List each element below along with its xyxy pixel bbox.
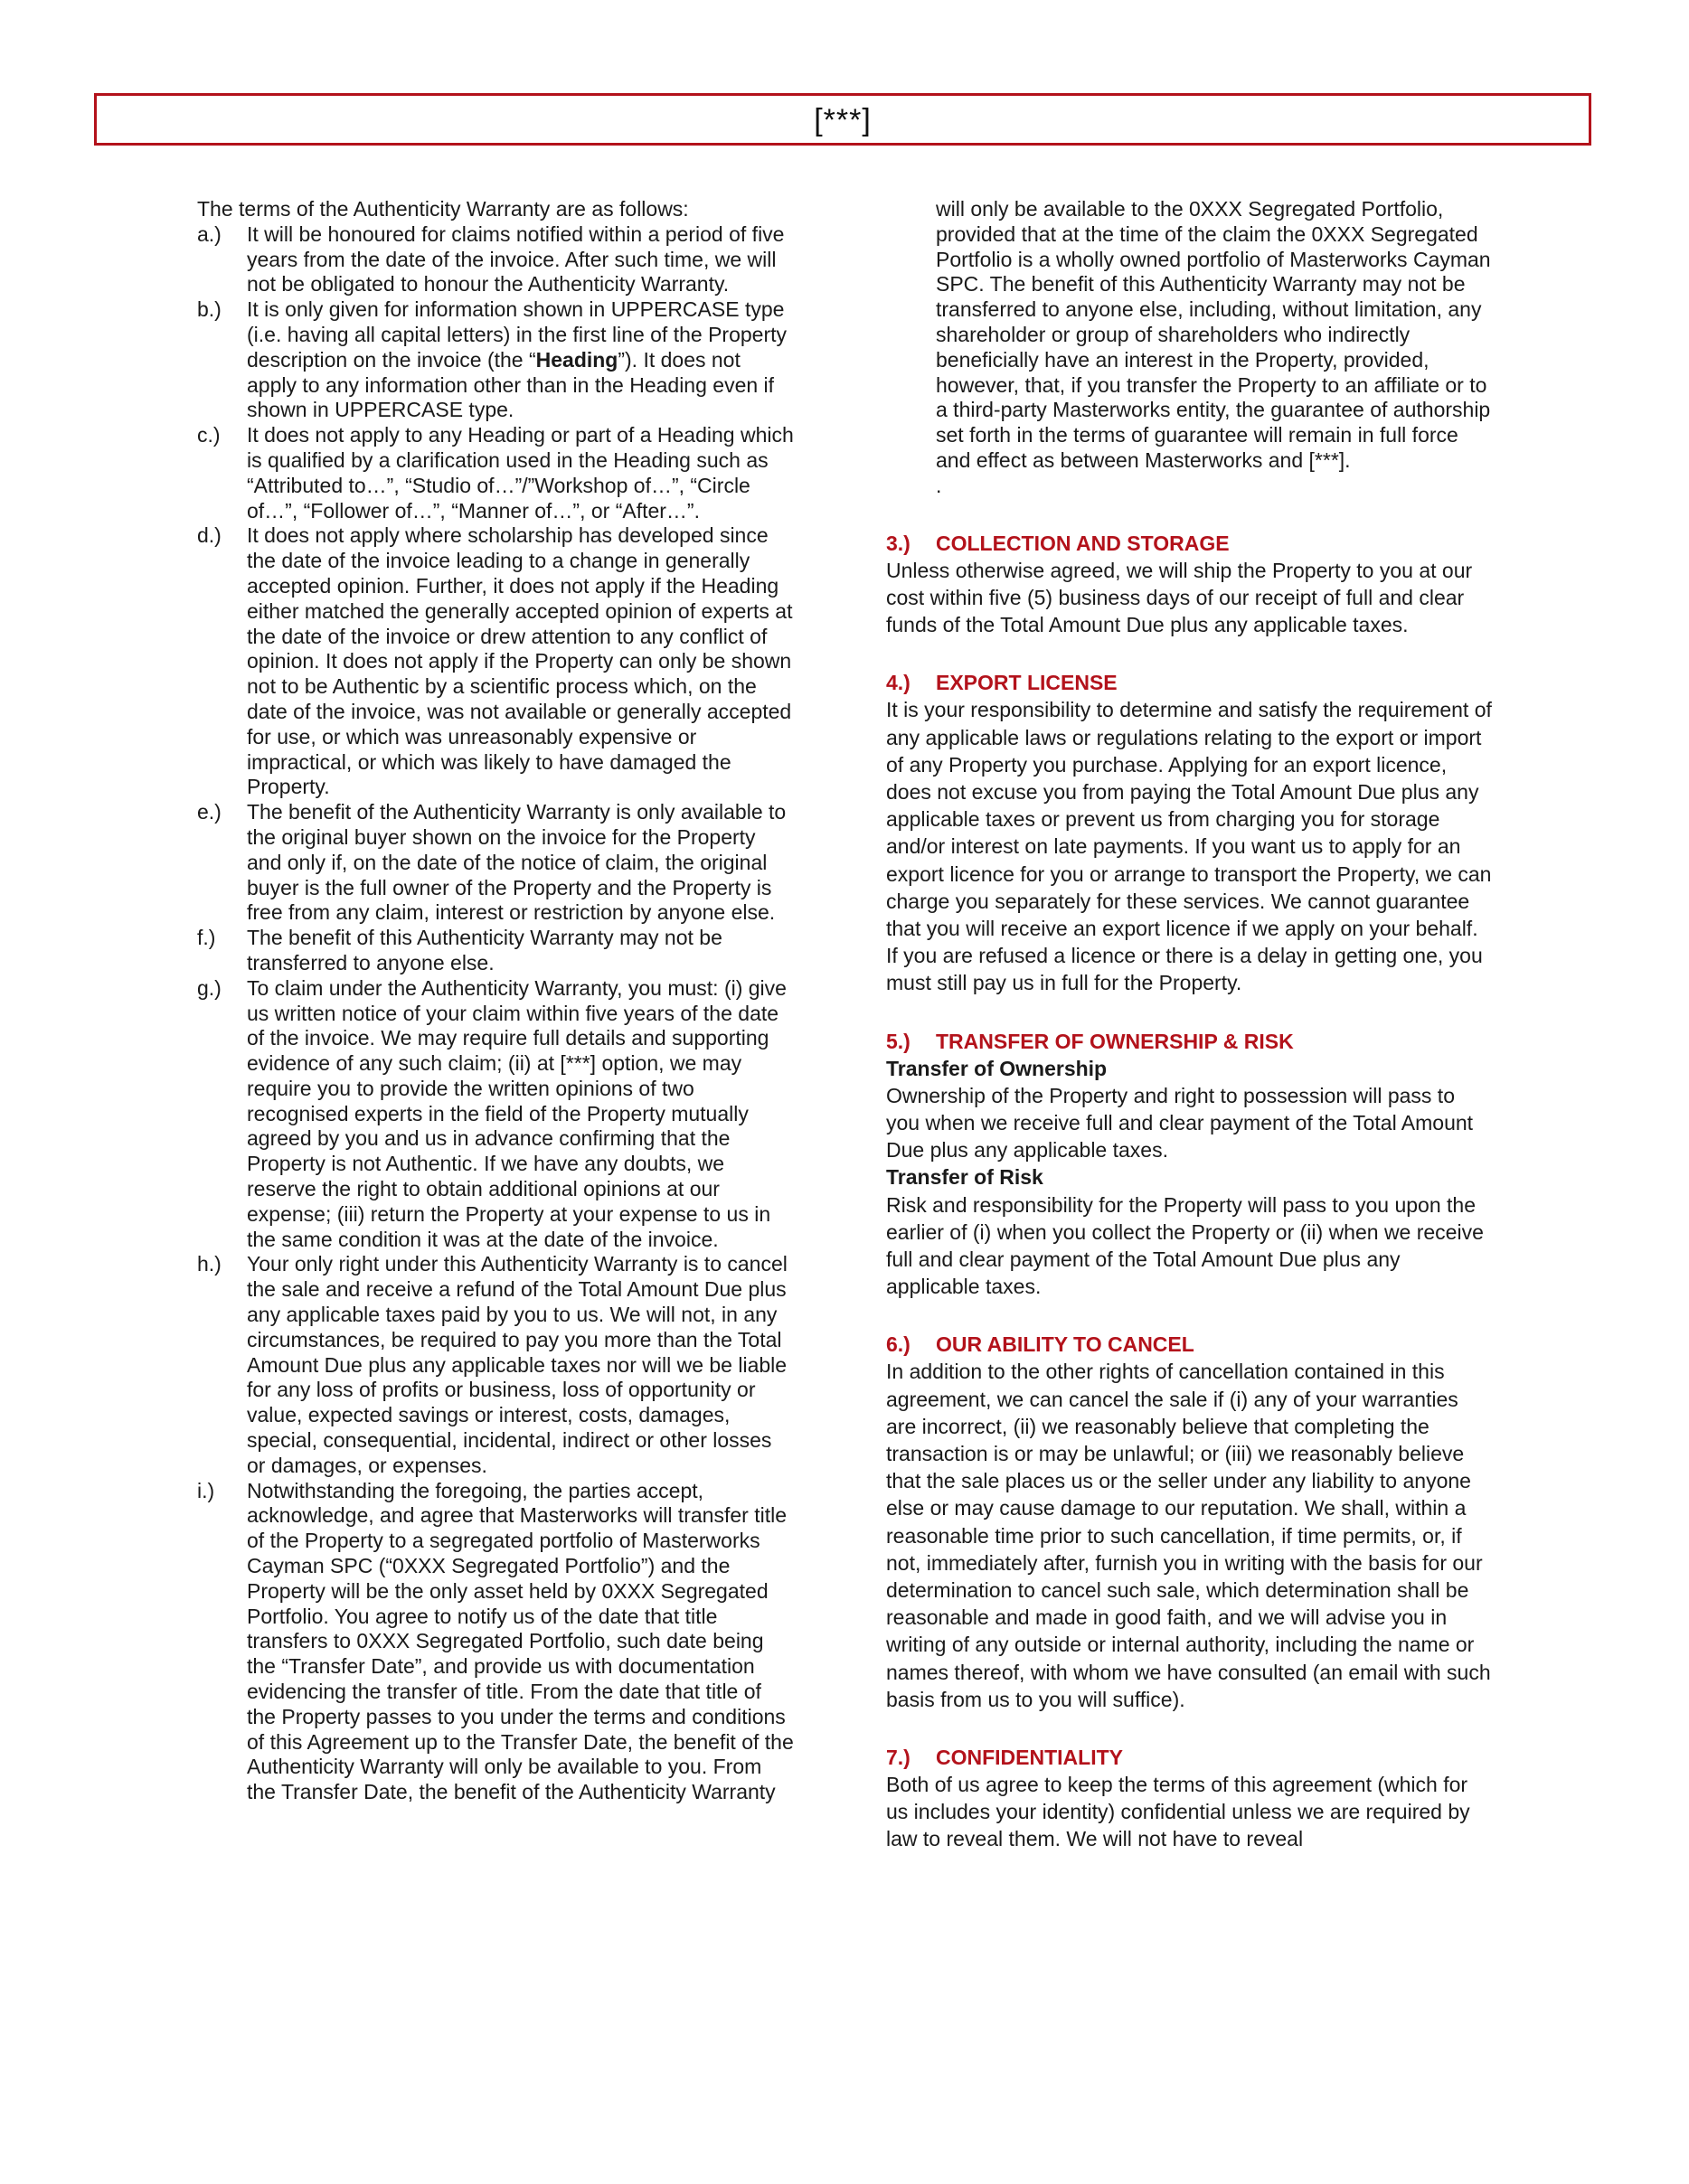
section-body: In addition to the other rights of cancellation contained in this agreement, we can cancel the sale if (i) any of your warranties are incorrect, (ii) we reasonably believe that completing the transaction is or may be unlawful; or (iii) we reasonably believe that the sale places us or the seller under any liability to anyone else or may cause damage to our reputation. We shall, within a reasonable time prior to such cancellation, if time permits, or, if not, immediately after, furnish you in writing with the basis for our determination to cancel such sale, which determination shall be reasonable and made in good faith, and we will advise you in writing of any outside or internal authority, including the name or names thereof, with whom we have consulted (an email with such basis from us to you will suffice). xyxy=(886,1360,1491,1711)
term-label: h.) xyxy=(197,1252,222,1276)
section-confidentiality xyxy=(886,1744,1492,1853)
page-header-box xyxy=(94,93,1591,146)
section-body: Unless otherwise agreed, we will ship the Property to you at our cost within five (5) business days of our receipt of full and clear funds of the Total Amount Due plus any applicable taxes. xyxy=(886,558,1473,637)
heading-defined-term: Heading xyxy=(535,347,618,372)
term-a xyxy=(197,222,794,297)
left-column xyxy=(197,197,794,1805)
term-label: f.) xyxy=(197,926,216,950)
term-text: Your only right under this Authenticity Warranty is to cancel the sale and receive a refund of the Total Amount Due plus any applicable taxes paid by you to us. We will not, in any circumstances, be required to pay you more than the Total Amount Due plus any applicable taxes nor will we be liable for any loss of profits or business, loss of opportunity or value, expected savings or interest, costs, damages, special, consequential, incidental, indirect or other losses or damages, or expenses. xyxy=(247,1252,788,1477)
section-number: 6.) xyxy=(886,1332,911,1357)
term-d xyxy=(197,523,794,800)
term-text-before: It is only given for information shown in UPPERCASE type (i.e. having all capital letters) in the first line of the Property description on the invoice (the “ xyxy=(247,297,788,372)
term-c xyxy=(197,423,794,523)
term-b xyxy=(197,297,794,423)
subsection-heading-risk: Transfer of Risk xyxy=(886,1165,1043,1190)
term-e xyxy=(197,800,794,926)
term-text: It does not apply to any Heading or part of a Heading which is qualified by a clarification used in the Heading such as “Attributed to…”, “Studio of…”/”Workshop of…”, “Circle of…”, “Follower of…”, “Manner of…”, or “After…”. xyxy=(247,423,794,522)
subsection-body-ownership: Ownership of the Property and right to possession will pass to you when we receive full and clear payment of the Total Amount Due plus any applicable taxes. xyxy=(886,1083,1474,1163)
term-text: It does not apply where scholarship has developed since the date of the invoice leading to a change in generally accepted opinion. Further, it does not apply if the Heading either matched the generally accepted opinion of experts at the date of the invoice or drew attention to any conflict of opinion. It does not apply if the Property can only be shown not to be Authentic by a scientific process which, on the date of the invoice, was not available or generally accepted for use, or which was unreasonably expensive or impractical, or which was likely to have damaged the Property. xyxy=(247,523,793,799)
section-heading xyxy=(886,1744,1492,1771)
stray-dot: . xyxy=(936,473,942,497)
section-number: 5.) xyxy=(886,1029,911,1053)
term-text: To claim under the Authenticity Warranty, you must: (i) give us written notice of your claim within five years of the date of the invoice. We may require full details and supporting evidence of any such claim; (ii) at [***] option, we may require you to provide the written opinions of two recognised experts in the field of the Property mutually agreed by you and us in advance confirming that the Property is not Authentic. If we have any doubts, we reserve the right to obtain additional opinions at our expense; (iii) return the Property at your expense to us in the same condition it was at the date of the invoice. xyxy=(247,975,787,1251)
term-text: The benefit of this Authenticity Warranty may not be transferred to anyone else. xyxy=(247,926,722,974)
term-label: d.) xyxy=(197,523,222,548)
term-text-after: ”). It does not apply to any information other than in the Heading even if shown in UPPERCASE type. xyxy=(247,347,775,422)
section-transfer-ownership-risk xyxy=(886,1028,1492,1301)
term-label: g.) xyxy=(197,975,222,1000)
term-i xyxy=(197,1479,794,1805)
section-title: CONFIDENTIALITY xyxy=(936,1746,1123,1770)
section-heading xyxy=(886,1331,1492,1358)
section-export-license xyxy=(886,669,1492,996)
term-label: i.) xyxy=(197,1478,215,1502)
header-redaction-text: [***] xyxy=(814,102,872,137)
section-number: 4.) xyxy=(886,671,911,695)
term-h xyxy=(197,1252,794,1478)
warranty-intro: The terms of the Authenticity Warranty are as follows: xyxy=(197,197,689,221)
term-label: b.) xyxy=(197,297,222,322)
section-title: EXPORT LICENSE xyxy=(936,671,1118,695)
subsection-heading-ownership: Transfer of Ownership xyxy=(886,1056,1108,1080)
term-g xyxy=(197,976,794,1253)
section-number: 7.) xyxy=(886,1746,911,1770)
section-body: It is your responsibility to determine and satisfy the requirement of any applicable laws or regulations relating to the export or import of any Property you purchase. Applying for an export licence, does not excuse you from paying the Total Amount Due plus any applicable taxes or prevent us from charging you for storage and/or interest on late payments. If you want us to apply for an export licence for you or arrange to transport the Property, we can charge you separately for these services. We cannot guarantee that you will receive an export licence if we apply on your behalf. If you are refused a licence or there is a delay in getting one, you must still pay us in full for the Property. xyxy=(886,698,1492,995)
section-heading xyxy=(886,530,1492,557)
section-title: TRANSFER OF OWNERSHIP & RISK xyxy=(936,1029,1294,1053)
term-f xyxy=(197,926,794,976)
subsection-body-risk: Risk and responsibility for the Property will pass to you upon the earlier of (i) when you collect the Property or (ii) when we receive full and clear payment of the Total Amount Due plus any applicable taxes. xyxy=(886,1192,1484,1299)
term-text xyxy=(247,297,794,423)
term-text: The benefit of the Authenticity Warranty is only available to the original buyer shown on the invoice for the Property and only if, on the date of the notice of claim, the original buyer is the full owner of the Property and the Property is free from any claim, interest or restriction by anyone else. xyxy=(247,800,787,925)
section-ability-to-cancel xyxy=(886,1331,1492,1713)
section-number: 3.) xyxy=(886,531,911,555)
term-label: e.) xyxy=(197,800,222,824)
section-title: OUR ABILITY TO CANCEL xyxy=(936,1332,1194,1357)
right-column xyxy=(886,197,1492,1853)
term-label: c.) xyxy=(197,423,221,447)
section-heading xyxy=(886,1028,1492,1055)
term-i-continuation: will only be available to the 0XXX Segregated Portfolio, provided that at the time of the claim the 0XXX Segregated Portfolio is a wholly owned portfolio of Masterworks Cayman SPC. The benefit of this Authenticity Warranty may not be transferred to anyone else, including, without limitation, any shareholder or group of shareholders who indirectly beneficially have an interest in the Property, provided, however, that, if you transfer the Property to an affiliate or to a third-party Masterworks entity, the guarantee of authorship set forth in the terms of guarantee will remain in full force and effect as between Masterworks and [***]. xyxy=(936,197,1491,472)
term-text: Notwithstanding the foregoing, the parties accept, acknowledge, and agree that Masterworks will transfer title of the Property to a segregated portfolio of Masterworks Cayman SPC (“0XXX Segregated Portfolio”) and the Property will be the only asset held by 0XXX Segregated Portfolio. You agree to notify us of the date that title transfers to 0XXX Segregated Portfolio, such date being the “Transfer Date”, and provide us with documentation evidencing the transfer of title. From the date that title of the Property passes to you under the terms and conditions of this Agreement up to the Transfer Date, the benefit of the Authenticity Warranty will only be available to you. From the Transfer Date, the benefit of the Authenticity Warranty xyxy=(247,1478,794,1804)
section-collection-storage xyxy=(886,530,1492,639)
term-label: a.) xyxy=(197,221,222,246)
section-heading xyxy=(886,669,1492,696)
section-title: COLLECTION AND STORAGE xyxy=(936,531,1230,555)
section-body: Both of us agree to keep the terms of this agreement (which for us includes your identity) confidential unless we are required by law to reveal them. We will not have to reveal xyxy=(886,1773,1470,1851)
term-text: It will be honoured for claims notified within a period of five years from the date of the invoice. After such time, we will not be obligated to honour the Authenticity Warranty. xyxy=(247,221,785,297)
